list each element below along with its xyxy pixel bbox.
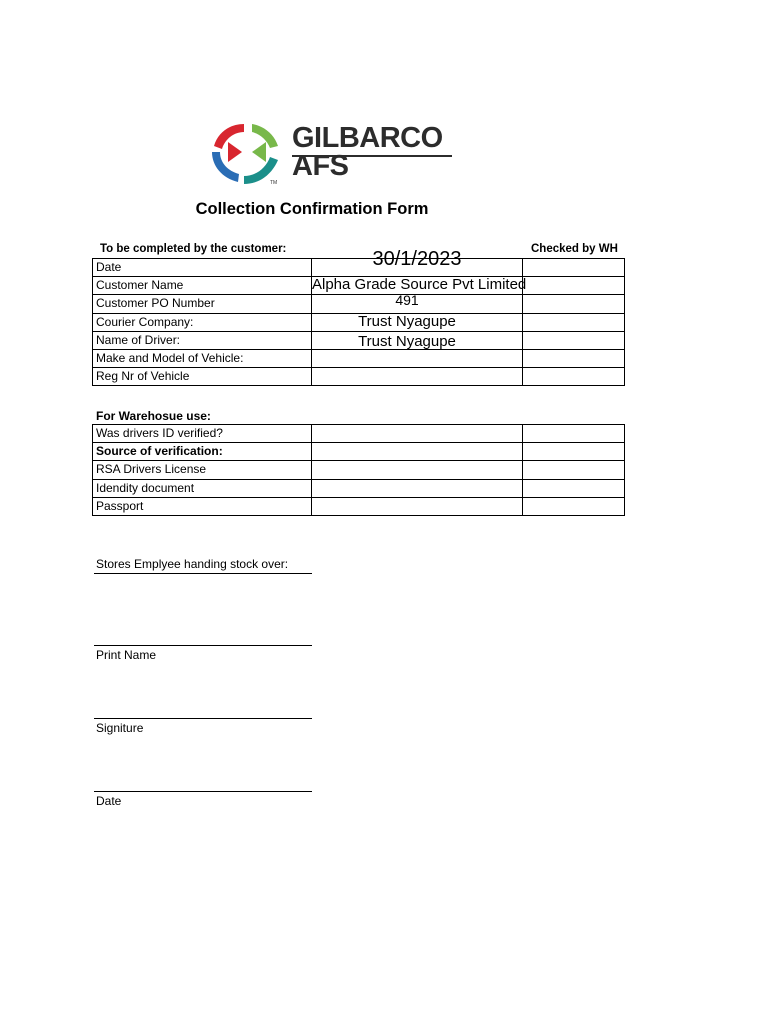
row-label: Customer PO Number — [93, 295, 312, 313]
po-number-value: 491 — [395, 292, 419, 309]
courier-company-cell[interactable] — [312, 313, 523, 331]
row-label: Customer Name — [93, 277, 312, 295]
signoff-heading-underline — [94, 573, 312, 574]
value-cell[interactable] — [312, 479, 523, 497]
row-label: Idendity document — [93, 479, 312, 497]
gilbarco-emblem-icon — [208, 118, 288, 188]
warehouse-table — [92, 424, 625, 516]
logo-word-afs: AFS — [292, 150, 349, 182]
row-label: Was drivers ID verified? — [93, 425, 312, 443]
trademark-mark: TM — [270, 180, 278, 186]
check-cell[interactable] — [523, 349, 625, 367]
warehouse-section-heading: For Warehosue use: — [96, 409, 211, 423]
print-name-line[interactable] — [94, 645, 312, 646]
signature-line[interactable] — [94, 718, 312, 719]
table-row — [93, 443, 625, 461]
check-cell[interactable] — [523, 259, 625, 277]
row-label: RSA Drivers License — [93, 461, 312, 479]
table-row — [93, 368, 625, 386]
table-row — [93, 461, 625, 479]
courier-company-value: Trust Nyagupe — [358, 312, 456, 330]
row-label: Passport — [93, 497, 312, 515]
driver-name-value: Trust Nyagupe — [358, 332, 456, 350]
table-row — [93, 497, 625, 515]
check-cell[interactable] — [523, 295, 625, 313]
table-row — [93, 331, 625, 349]
table-row — [93, 479, 625, 497]
date-label: Date — [96, 794, 122, 808]
value-cell[interactable] — [312, 425, 523, 443]
check-cell[interactable] — [523, 461, 625, 479]
table-row — [93, 259, 625, 277]
check-cell[interactable] — [523, 497, 625, 515]
table-row — [93, 313, 625, 331]
row-label: Reg Nr of Vehicle — [93, 368, 312, 386]
gilbarco-logo — [208, 118, 468, 190]
check-cell[interactable] — [523, 277, 625, 295]
date-line[interactable] — [94, 791, 312, 792]
customer-name-value: Alpha Grade Source Pvt Limited — [312, 276, 527, 294]
vehicle-model-cell[interactable] — [312, 349, 523, 367]
signoff-heading: Stores Emplyee handing stock over: — [96, 557, 289, 571]
check-cell[interactable] — [523, 425, 625, 443]
form-title: Collection Confirmation Form — [195, 200, 429, 218]
date-value: 30/1/2023 — [372, 248, 462, 270]
date-value-cell[interactable] — [312, 248, 523, 277]
logo-word-gilbarco: GILBARCO — [292, 122, 443, 154]
table-row — [93, 425, 625, 443]
row-label: Name of Driver: — [93, 331, 312, 349]
row-label: Date — [93, 259, 312, 277]
row-label: Make and Model of Vehicle: — [93, 349, 312, 367]
driver-name-cell[interactable] — [312, 331, 523, 349]
po-number-cell[interactable] — [312, 292, 523, 313]
customer-section-heading: To be completed by the customer: — [100, 243, 287, 255]
signature-label: Signiture — [96, 721, 144, 735]
row-label: Source of verification: — [93, 443, 312, 461]
check-cell[interactable] — [523, 331, 625, 349]
vehicle-reg-cell[interactable] — [312, 368, 523, 386]
check-cell[interactable] — [523, 368, 625, 386]
check-cell[interactable] — [523, 443, 625, 461]
value-cell[interactable] — [312, 461, 523, 479]
checked-by-heading: Checked by WH — [531, 243, 618, 255]
form-title-wrap — [0, 200, 624, 219]
check-cell[interactable] — [523, 313, 625, 331]
print-name-label: Print Name — [96, 648, 157, 662]
table-row — [93, 349, 625, 367]
table-row — [93, 295, 625, 313]
value-cell[interactable] — [312, 497, 523, 515]
value-cell[interactable] — [312, 443, 523, 461]
check-cell[interactable] — [523, 479, 625, 497]
row-label: Courier Company: — [93, 313, 312, 331]
